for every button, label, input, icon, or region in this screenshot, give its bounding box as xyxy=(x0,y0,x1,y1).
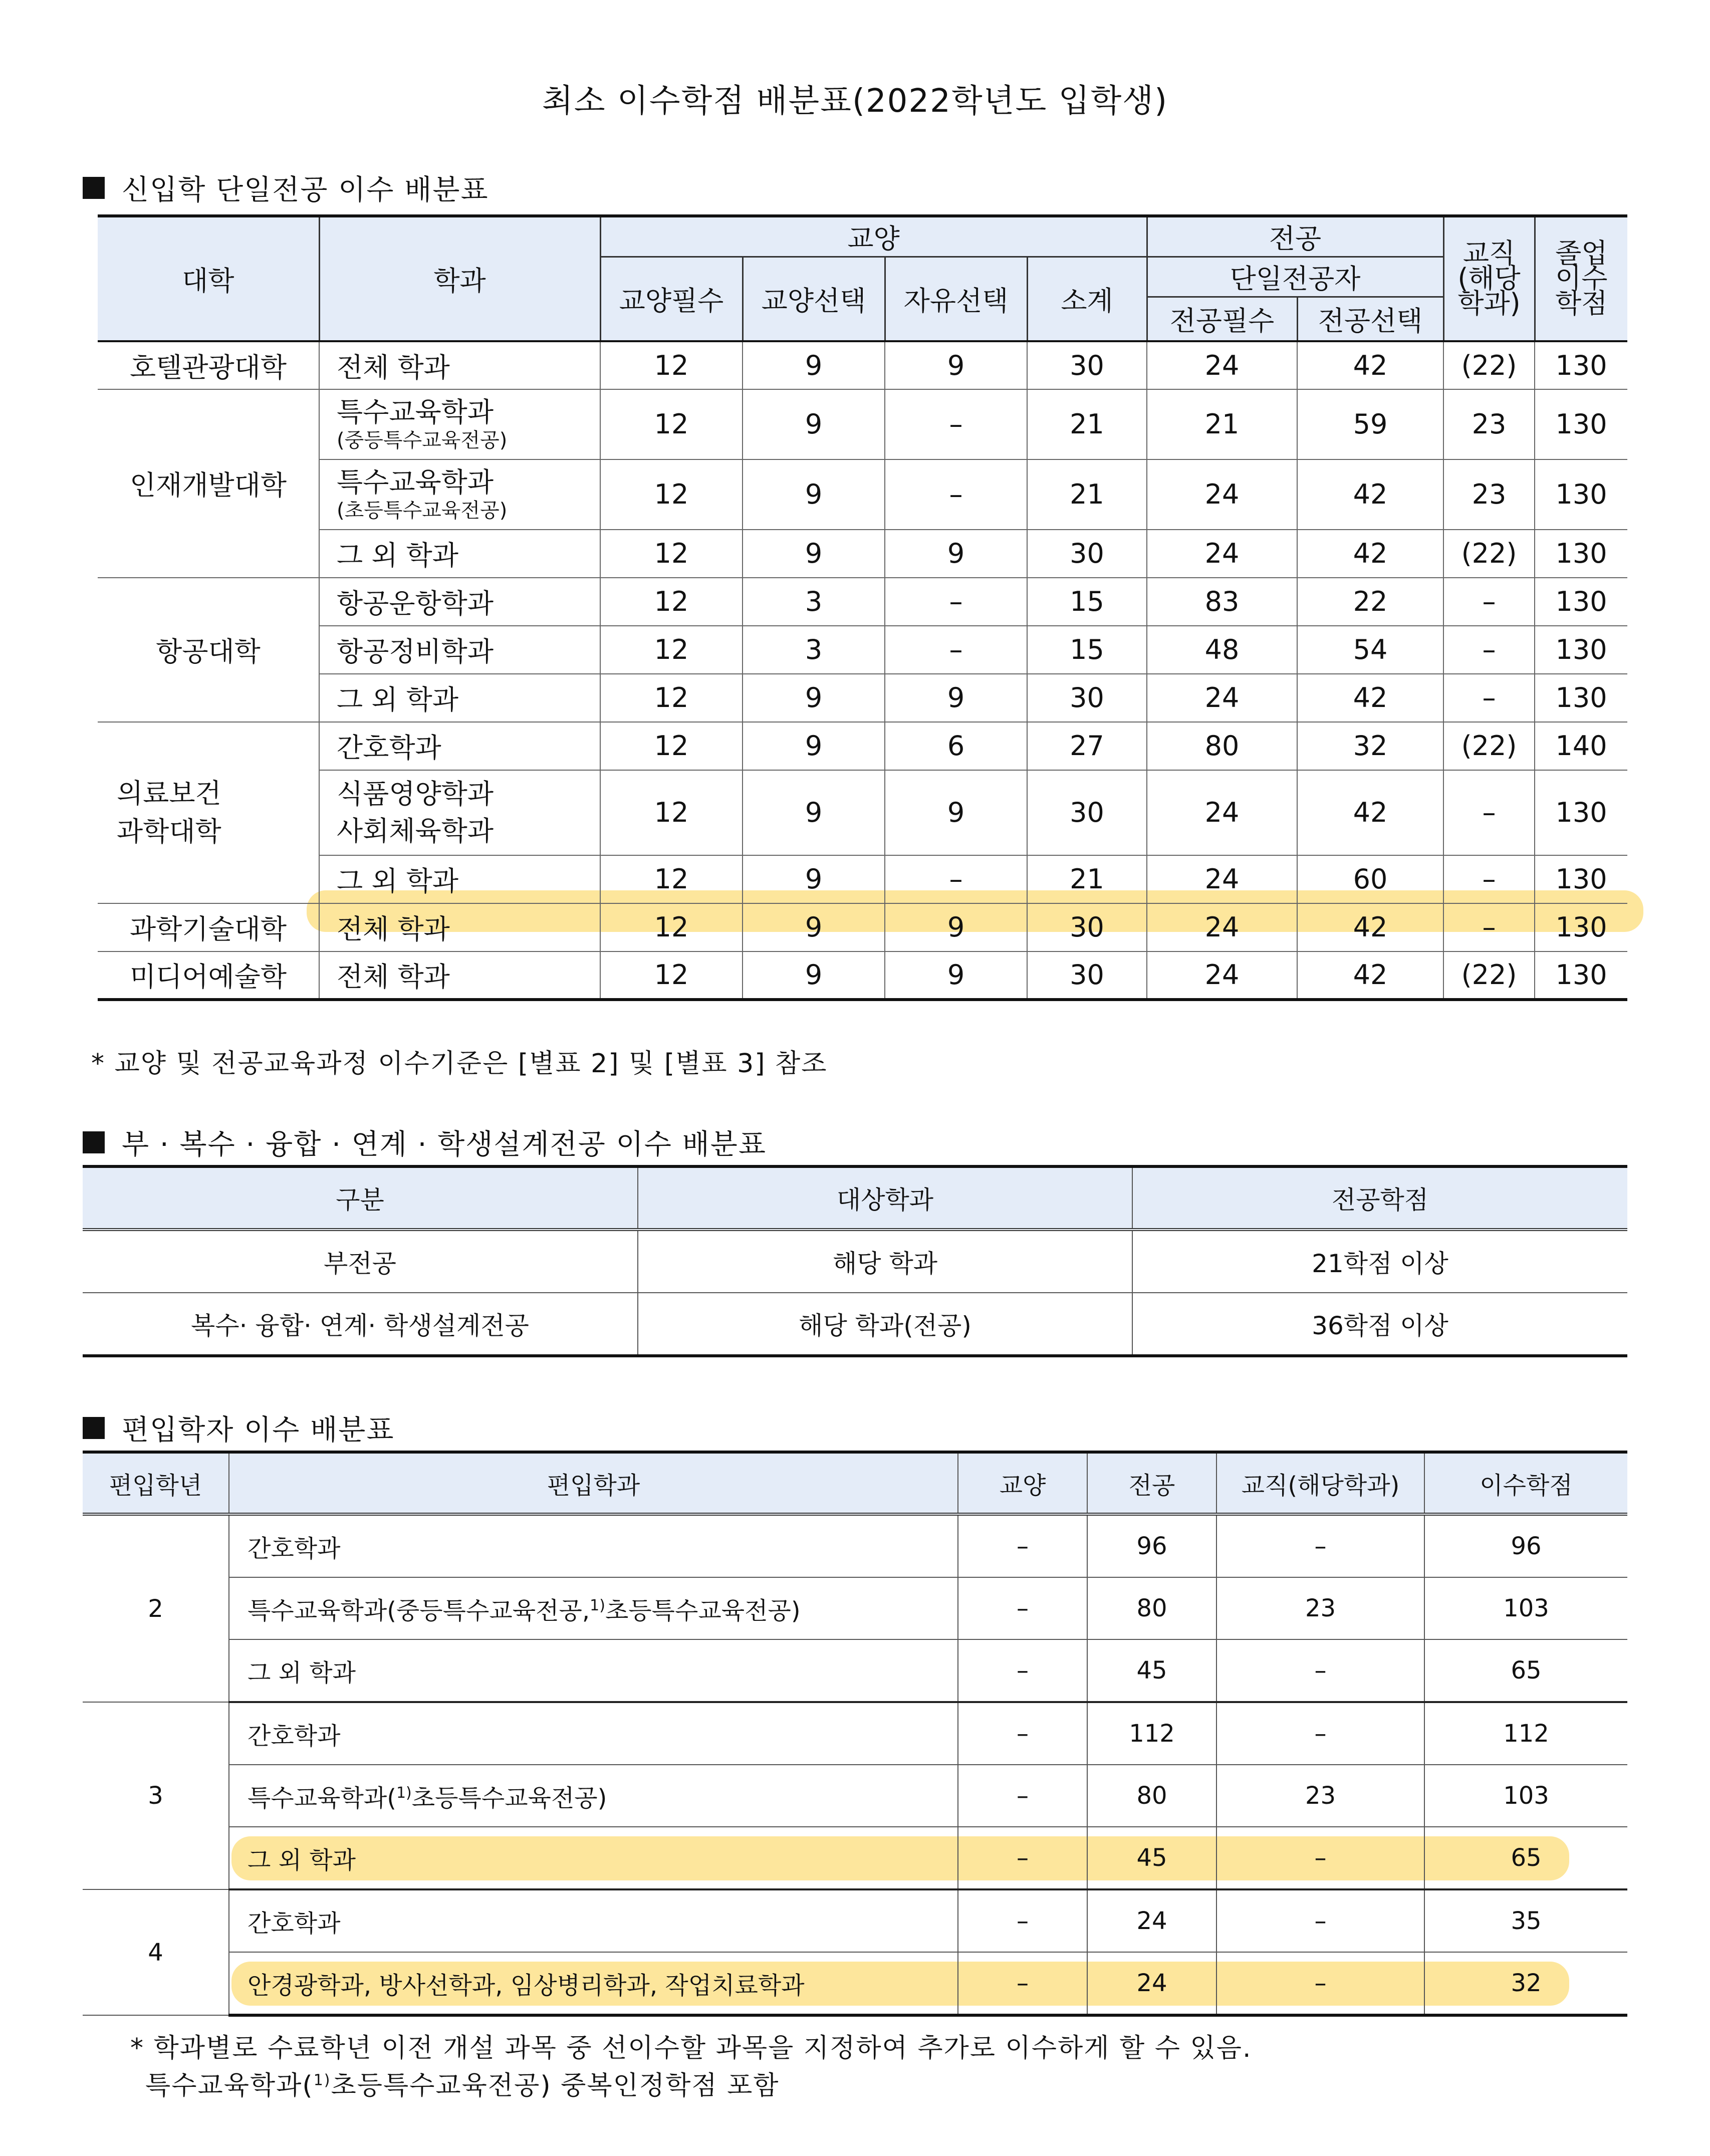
table-row xyxy=(83,1514,1627,1577)
value-cell: 9 xyxy=(743,459,885,530)
value-cell: – xyxy=(1216,1889,1424,1952)
value-cell: – xyxy=(958,1702,1087,1765)
value-cell: 54 xyxy=(1297,626,1443,674)
value-cell: 3 xyxy=(743,626,885,674)
dept-cell: 항공운항학과 xyxy=(319,578,600,626)
value-cell: – xyxy=(958,1639,1087,1702)
value-cell: 130 xyxy=(1535,578,1627,626)
dept-cell: 특수교육학과($^{1)}$초등특수교육전공) xyxy=(229,1765,958,1827)
value-cell: 35 xyxy=(1424,1889,1627,1952)
value-cell: 45 xyxy=(1087,1827,1216,1889)
table-row xyxy=(98,903,1627,951)
value-cell: 12 xyxy=(600,389,743,459)
square-bullet-icon xyxy=(83,1131,105,1153)
value-cell: 30 xyxy=(1027,530,1147,578)
square-bullet-icon xyxy=(83,177,105,199)
value-cell: 24 xyxy=(1087,1889,1216,1952)
section3-note-line2: 특수교육학과($^{1)}$초등특수교육전공) 중복인정학점 포함 xyxy=(145,2071,780,2101)
value-cell: – xyxy=(1443,770,1535,855)
value-cell: – xyxy=(1443,903,1535,951)
value-cell: – xyxy=(958,1952,1087,2015)
value-cell: 12 xyxy=(600,903,743,951)
header-dept: 학과 xyxy=(319,216,600,341)
value-cell: 22 xyxy=(1297,578,1443,626)
value-cell: 23 xyxy=(1443,459,1535,530)
value-cell: 130 xyxy=(1535,770,1627,855)
value-cell: – xyxy=(885,855,1027,903)
value-cell: 9 xyxy=(885,530,1027,578)
section3-title xyxy=(83,1408,394,1448)
value-cell: 96 xyxy=(1424,1514,1627,1577)
table-row-highlighted xyxy=(98,855,1627,903)
table-row xyxy=(83,1639,1627,1702)
value-cell: 32 xyxy=(1424,1952,1627,2015)
header-category: 구분 xyxy=(83,1166,638,1230)
value-cell: 83 xyxy=(1147,578,1297,626)
value-cell: 30 xyxy=(1027,674,1147,722)
dept-cell: 간호학과 xyxy=(229,1702,958,1765)
value-cell: 27 xyxy=(1027,722,1147,770)
value-cell: 9 xyxy=(743,674,885,722)
value-cell: (22) xyxy=(1443,530,1535,578)
dept-cell: 전체 학과 xyxy=(319,951,600,1000)
value-cell: 24 xyxy=(1147,855,1297,903)
value-cell: 9 xyxy=(743,530,885,578)
value-cell: – xyxy=(1216,1952,1424,2015)
table-row xyxy=(98,341,1627,389)
value-cell: – xyxy=(885,459,1027,530)
dept-cell: 특수교육학과 (중등특수교육전공) xyxy=(319,389,600,459)
value-cell: 12 xyxy=(600,626,743,674)
value-cell: 24 xyxy=(1147,770,1297,855)
table-row xyxy=(98,674,1627,722)
value-cell: 42 xyxy=(1297,770,1443,855)
dept-cell: 전체 학과 xyxy=(319,903,600,951)
value-cell: – xyxy=(1443,855,1535,903)
value-cell: 12 xyxy=(600,341,743,389)
value-cell: 42 xyxy=(1297,530,1443,578)
value-cell: 24 xyxy=(1147,459,1297,530)
value-cell: 42 xyxy=(1297,674,1443,722)
college-cell: 미디어예술학 xyxy=(98,951,319,1000)
value-cell: 130 xyxy=(1535,341,1627,389)
header-major-elective: 전공선택 xyxy=(1297,297,1443,341)
value-cell: 24 xyxy=(1147,530,1297,578)
value-cell: 130 xyxy=(1535,530,1627,578)
value-cell: – xyxy=(1216,1702,1424,1765)
header-lib-elective: 교양선택 xyxy=(743,257,885,341)
value-cell: 42 xyxy=(1297,903,1443,951)
value-cell: 80 xyxy=(1087,1765,1216,1827)
dept-cell: 그 외 학과 xyxy=(319,674,600,722)
value-cell: 45 xyxy=(1087,1639,1216,1702)
header-college: 대학 xyxy=(98,216,319,341)
category-cell: 부전공 xyxy=(83,1230,638,1293)
section3-title-text: 편입학자 이수 배분표 xyxy=(122,1414,395,1447)
value-cell: 42 xyxy=(1297,951,1443,1000)
value-cell: – xyxy=(1216,1514,1424,1577)
value-cell: – xyxy=(1216,1827,1424,1889)
value-cell: – xyxy=(1443,626,1535,674)
value-cell: – xyxy=(885,626,1027,674)
dept-cell: 그 외 학과 xyxy=(229,1639,958,1702)
value-cell: – xyxy=(958,1765,1087,1827)
table-row xyxy=(98,459,1627,530)
target-dept-cell: 해당 학과(전공) xyxy=(638,1293,1132,1356)
value-cell: 21 xyxy=(1027,459,1147,530)
table-row xyxy=(83,1230,1627,1293)
value-cell: (22) xyxy=(1443,951,1535,1000)
value-cell: – xyxy=(1216,1639,1424,1702)
value-cell: 9 xyxy=(743,722,885,770)
value-cell: – xyxy=(958,1577,1087,1639)
header-free-elective: 자유선택 xyxy=(885,257,1027,341)
value-cell: – xyxy=(958,1514,1087,1577)
value-cell: 12 xyxy=(600,951,743,1000)
page-title: 최소 이수학점 배분표(2022학년도 입학생) xyxy=(542,83,1168,120)
value-cell: 130 xyxy=(1535,389,1627,459)
header-major-credits: 전공학점 xyxy=(1132,1166,1627,1230)
table-row xyxy=(83,1889,1627,1952)
dept-cell: 간호학과 xyxy=(229,1889,958,1952)
header-major: 전공 xyxy=(1147,216,1443,257)
target-dept-cell: 해당 학과 xyxy=(638,1230,1132,1293)
value-cell: 30 xyxy=(1027,770,1147,855)
value-cell: 9 xyxy=(743,903,885,951)
college-cell: 과학기술대학 xyxy=(98,903,319,951)
table-row xyxy=(98,530,1627,578)
value-cell: 9 xyxy=(743,855,885,903)
value-cell: 9 xyxy=(885,341,1027,389)
value-cell: 140 xyxy=(1535,722,1627,770)
year-cell: 2 xyxy=(83,1514,229,1702)
value-cell: 15 xyxy=(1027,626,1147,674)
value-cell: 130 xyxy=(1535,674,1627,722)
value-cell: 48 xyxy=(1147,626,1297,674)
value-cell: 80 xyxy=(1147,722,1297,770)
value-cell: 103 xyxy=(1424,1765,1627,1827)
value-cell: 23 xyxy=(1216,1577,1424,1639)
value-cell: (22) xyxy=(1443,341,1535,389)
value-cell: – xyxy=(885,578,1027,626)
value-cell: 9 xyxy=(885,770,1027,855)
value-cell: 24 xyxy=(1147,674,1297,722)
value-cell: 130 xyxy=(1535,951,1627,1000)
value-cell: 9 xyxy=(885,951,1027,1000)
credits-cell: 36학점 이상 xyxy=(1132,1293,1627,1356)
header-transfer-year: 편입학년 xyxy=(83,1452,229,1514)
section2-title xyxy=(83,1122,767,1162)
value-cell: 24 xyxy=(1147,951,1297,1000)
header-teaching: 교직 (해당 학과) xyxy=(1443,216,1535,341)
value-cell: 9 xyxy=(885,674,1027,722)
value-cell: – xyxy=(958,1889,1087,1952)
value-cell: – xyxy=(1443,674,1535,722)
value-cell: 3 xyxy=(743,578,885,626)
value-cell: 12 xyxy=(600,770,743,855)
header-liberal: 교양 xyxy=(958,1452,1087,1514)
header-transfer-dept: 편입학과 xyxy=(229,1452,958,1514)
value-cell: 12 xyxy=(600,530,743,578)
value-cell: 9 xyxy=(743,770,885,855)
value-cell: 24 xyxy=(1087,1952,1216,2015)
value-cell: 9 xyxy=(743,951,885,1000)
table-row xyxy=(98,722,1627,770)
value-cell: 12 xyxy=(600,459,743,530)
dept-cell: 간호학과 xyxy=(319,722,600,770)
multi-major-table xyxy=(83,1165,1627,1357)
value-cell: 130 xyxy=(1535,626,1627,674)
value-cell: 21 xyxy=(1147,389,1297,459)
value-cell: 65 xyxy=(1424,1827,1627,1889)
section1-title-text: 신입학 단일전공 이수 배분표 xyxy=(122,174,489,206)
header-major: 전공 xyxy=(1087,1452,1216,1514)
header-teaching: 교직(해당학과) xyxy=(1216,1452,1424,1514)
table-row xyxy=(98,389,1627,459)
table-row xyxy=(98,951,1627,1000)
dept-cell: 특수교육학과(중등특수교육전공,$^{1)}$초등특수교육전공) xyxy=(229,1577,958,1639)
value-cell: 12 xyxy=(600,578,743,626)
header-single-major: 단일전공자 xyxy=(1147,257,1443,297)
value-cell: 24 xyxy=(1147,341,1297,389)
value-cell: 9 xyxy=(743,389,885,459)
dept-cell: 그 외 학과 xyxy=(319,855,600,903)
value-cell: 112 xyxy=(1424,1702,1627,1765)
value-cell: 130 xyxy=(1535,855,1627,903)
value-cell: 21 xyxy=(1027,855,1147,903)
table-row xyxy=(98,578,1627,626)
value-cell: 96 xyxy=(1087,1514,1216,1577)
category-cell: 복수· 융합· 연계· 학생설계전공 xyxy=(83,1293,638,1356)
credits-cell: 21학점 이상 xyxy=(1132,1230,1627,1293)
year-cell: 4 xyxy=(83,1889,229,2015)
value-cell: (22) xyxy=(1443,722,1535,770)
value-cell: 21 xyxy=(1027,389,1147,459)
header-credits: 이수학점 xyxy=(1424,1452,1627,1514)
table-row xyxy=(83,1765,1627,1827)
value-cell: 130 xyxy=(1535,459,1627,530)
table-row xyxy=(83,1293,1627,1356)
header-major-required: 전공필수 xyxy=(1147,297,1297,341)
table-row-highlighted xyxy=(83,1952,1627,2015)
value-cell: 24 xyxy=(1147,903,1297,951)
value-cell: 112 xyxy=(1087,1702,1216,1765)
value-cell: 80 xyxy=(1087,1577,1216,1639)
section2-title-text: 부 · 복수 · 융합 · 연계 · 학생설계전공 이수 배분표 xyxy=(122,1128,767,1161)
value-cell: 15 xyxy=(1027,578,1147,626)
dept-cell: 항공정비학과 xyxy=(319,626,600,674)
header-lib-required: 교양필수 xyxy=(600,257,743,341)
value-cell: 12 xyxy=(600,674,743,722)
value-cell: 59 xyxy=(1297,389,1443,459)
value-cell: 65 xyxy=(1424,1639,1627,1702)
value-cell: 30 xyxy=(1027,341,1147,389)
value-cell: 9 xyxy=(885,903,1027,951)
dept-cell: 전체 학과 xyxy=(319,341,600,389)
table-row-highlighted xyxy=(83,1827,1627,1889)
dept-cell: 그 외 학과 xyxy=(319,530,600,578)
value-cell: 6 xyxy=(885,722,1027,770)
value-cell: 42 xyxy=(1297,459,1443,530)
dept-cell: 식품영양학과 사회체육학과 xyxy=(319,770,600,855)
dept-cell: 안경광학과, 방사선학과, 임상병리학과, 작업치료학과 xyxy=(229,1952,958,2015)
value-cell: 12 xyxy=(600,855,743,903)
section3-note-line1: * 학과별로 수료학년 이전 개설 과목 중 선이수할 과목을 지정하여 추가로 이수하게 할 수 있음. xyxy=(130,2033,1252,2063)
college-cell: 항공대학 xyxy=(98,578,319,722)
dept-cell: 그 외 학과 xyxy=(229,1827,958,1889)
value-cell: 130 xyxy=(1535,903,1627,951)
value-cell: – xyxy=(885,389,1027,459)
table-row xyxy=(98,626,1627,674)
value-cell: 60 xyxy=(1297,855,1443,903)
value-cell: 103 xyxy=(1424,1577,1627,1639)
table-row xyxy=(98,770,1627,855)
value-cell: 12 xyxy=(600,722,743,770)
section1-title xyxy=(83,168,489,208)
dept-cell: 특수교육학과 (초등특수교육전공) xyxy=(319,459,600,530)
value-cell: 30 xyxy=(1027,951,1147,1000)
square-bullet-icon xyxy=(83,1417,105,1439)
single-major-table xyxy=(98,214,1627,1001)
transfer-table xyxy=(83,1451,1627,2017)
header-liberal: 교양 xyxy=(600,216,1147,257)
value-cell: 30 xyxy=(1027,903,1147,951)
value-cell: 9 xyxy=(743,341,885,389)
header-subtotal: 소계 xyxy=(1027,257,1147,341)
college-cell: 인재개발대학 xyxy=(98,389,319,578)
table-row xyxy=(83,1577,1627,1639)
value-cell: 23 xyxy=(1216,1765,1424,1827)
header-target-dept: 대상학과 xyxy=(638,1166,1132,1230)
college-cell: 호텔관광대학 xyxy=(98,341,319,389)
value-cell: 42 xyxy=(1297,341,1443,389)
dept-cell: 간호학과 xyxy=(229,1514,958,1577)
value-cell: – xyxy=(958,1827,1087,1889)
section1-note: * 교양 및 전공교육과정 이수기준은 [별표 2] 및 [별표 3] 참조 xyxy=(91,1049,828,1079)
value-cell: 32 xyxy=(1297,722,1443,770)
table-row xyxy=(83,1702,1627,1765)
value-cell: – xyxy=(1443,578,1535,626)
year-cell: 3 xyxy=(83,1702,229,1889)
college-cell: 의료보건 과학대학 xyxy=(98,722,319,903)
header-grad-credits: 졸업 이수 학점 xyxy=(1535,216,1627,341)
value-cell: 23 xyxy=(1443,389,1535,459)
